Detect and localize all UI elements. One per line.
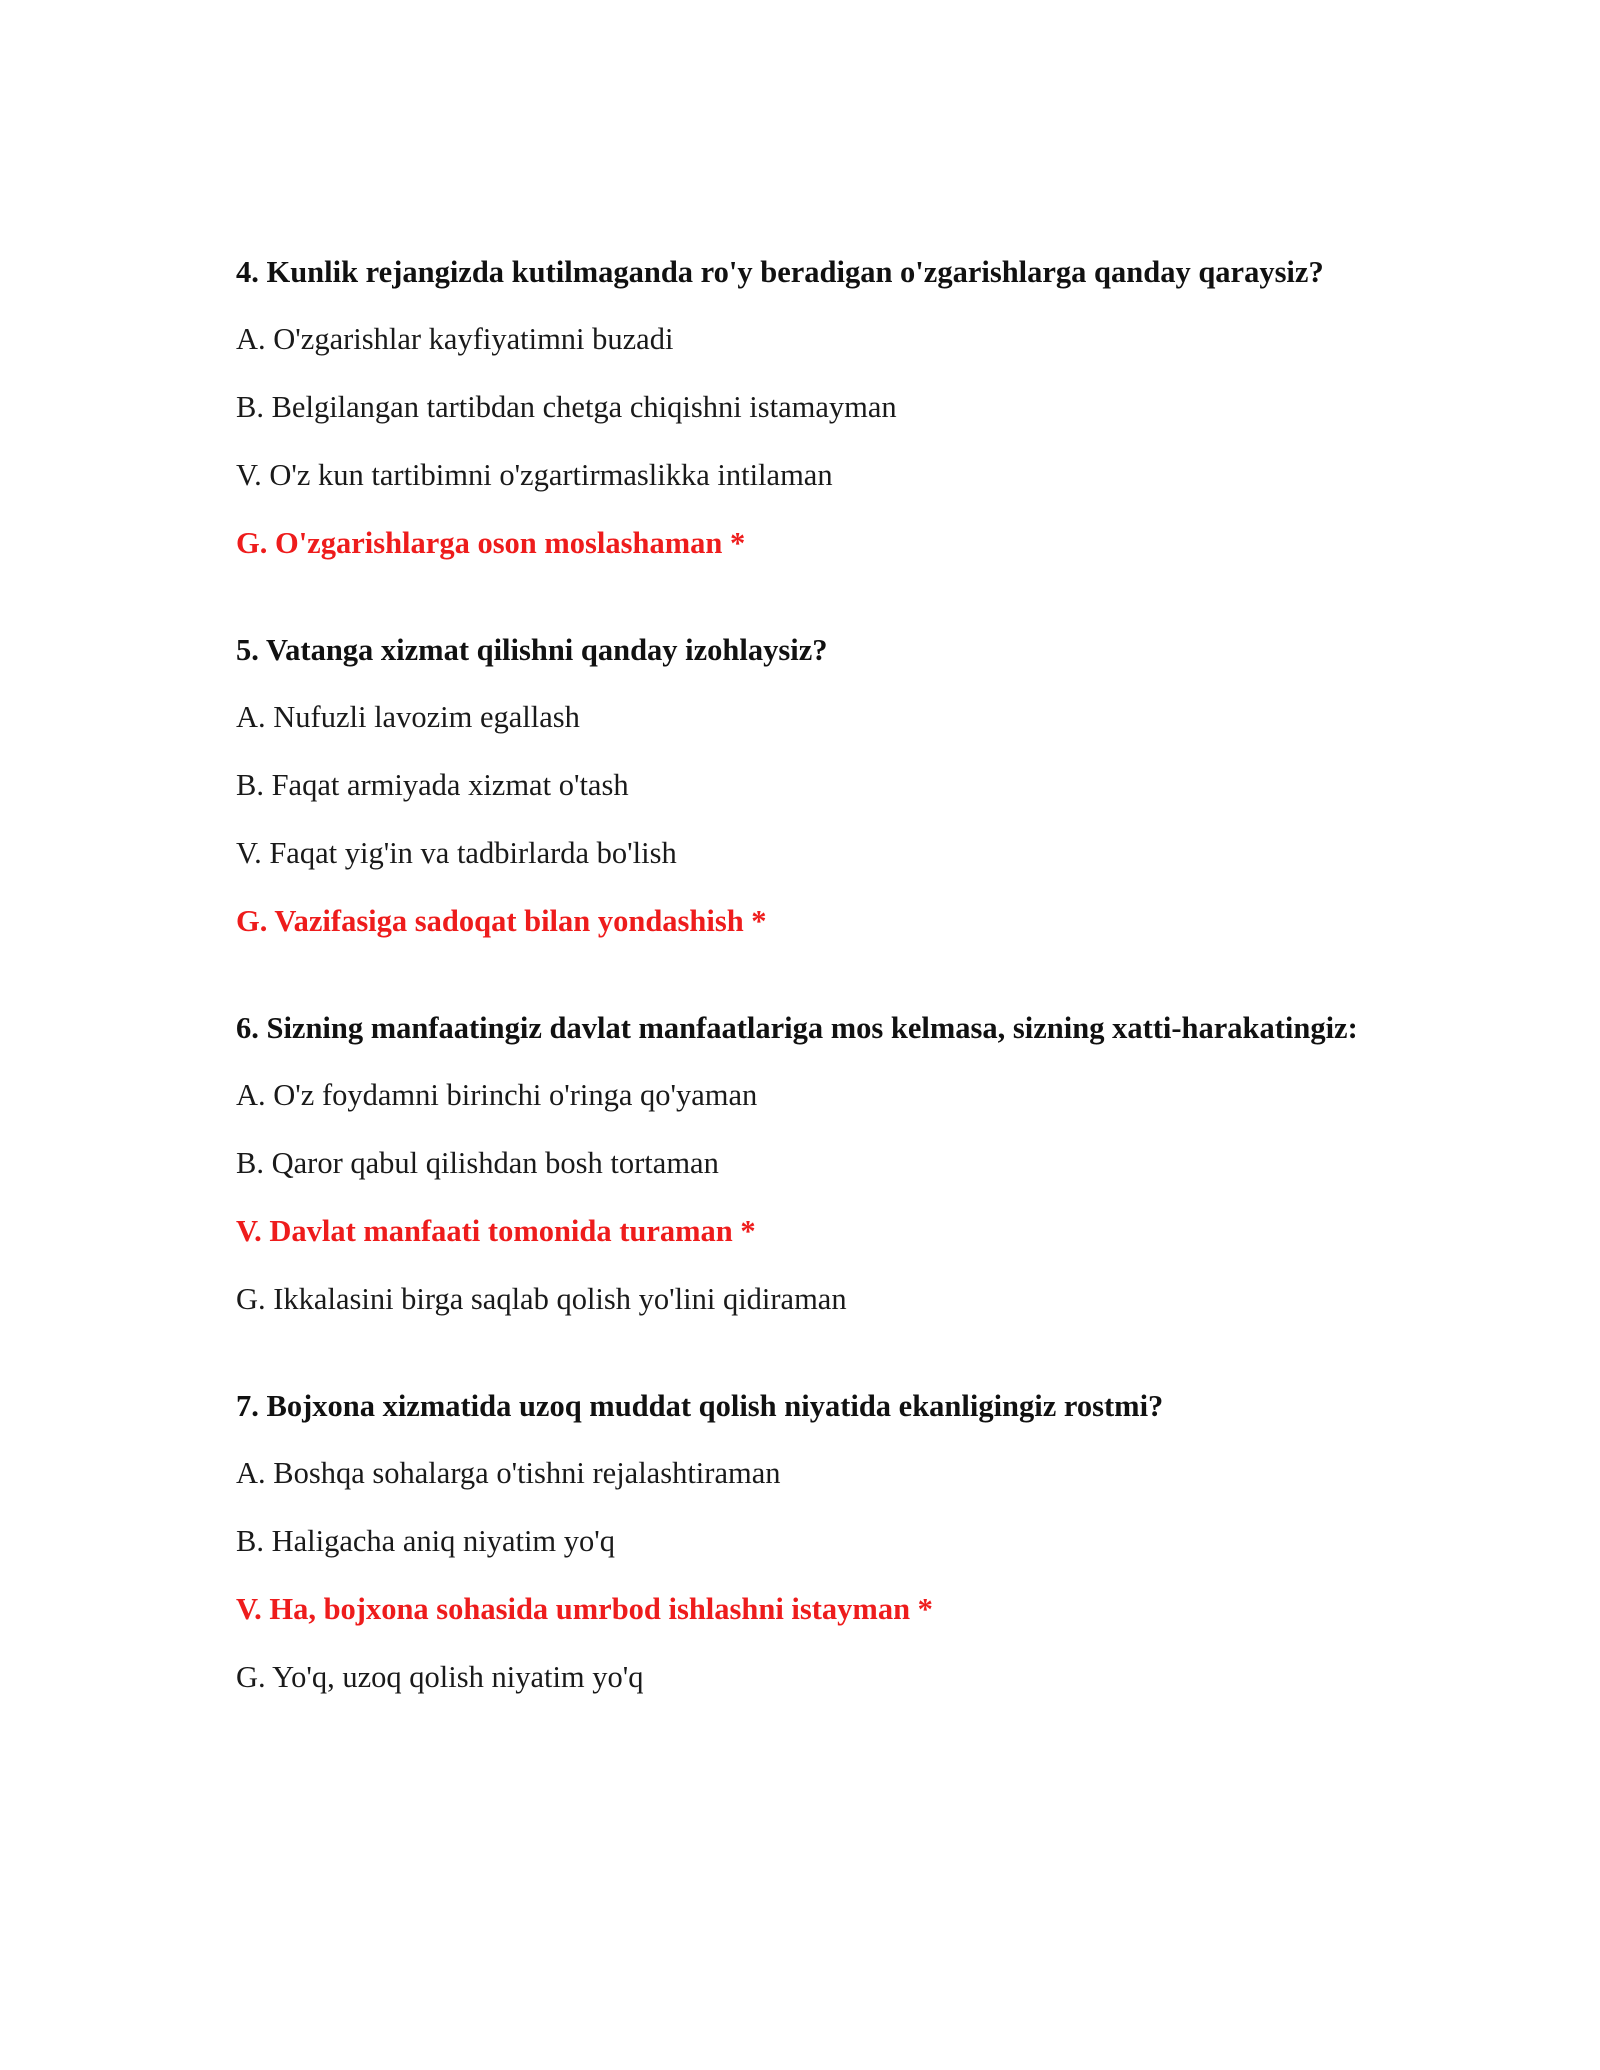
question-text: 5. Vatanga xizmat qilishni qanday izohlaysiz? xyxy=(236,633,828,667)
answer-option-a: A. O'z foydamni birinchi o'ringa qo'yaman xyxy=(236,1078,758,1112)
question-4 xyxy=(236,252,1366,564)
answer-option-b: B. Haligacha aniq niyatim yo'q xyxy=(236,1524,616,1558)
correct-answer-option-g: G. Vazifasiga sadoqat bilan yondashish * xyxy=(236,904,767,938)
answer-option-b: B. Qaror qabul qilishdan bosh tortaman xyxy=(236,1146,719,1180)
correct-answer-option-v: V. Ha, bojxona sohasida umrbod ishlashni istayman * xyxy=(236,1592,933,1626)
answer-option-b: B. Faqat armiyada xizmat o'tash xyxy=(236,768,629,802)
question-text: 6. Sizning manfaatingiz davlat manfaatlariga mos kelmasa, sizning xatti-harakatingiz: xyxy=(236,1011,1358,1045)
question-text: 4. Kunlik rejangizda kutilmaganda ro'y beradigan o'zgarishlarga qanday qaraysiz? xyxy=(236,255,1324,289)
question-5 xyxy=(236,630,1366,942)
answer-option-b: B. Belgilangan tartibdan chetga chiqishni istamayman xyxy=(236,390,897,424)
answer-option-a: A. Nufuzli lavozim egallash xyxy=(236,700,580,734)
answer-option-a: A. O'zgarishlar kayfiyatimni buzadi xyxy=(236,322,674,356)
question-list xyxy=(236,252,1366,1764)
answer-option-v: V. Faqat yig'in va tadbirlarda bo'lish xyxy=(236,836,677,870)
answer-option-g: G. Ikkalasini birga saqlab qolish yo'lini qidiraman xyxy=(236,1282,847,1316)
answer-option-g: G. Yo'q, uzoq qolish niyatim yo'q xyxy=(236,1660,644,1694)
correct-answer-option-g: G. O'zgarishlarga oson moslashaman * xyxy=(236,526,746,560)
answer-option-a: A. Boshqa sohalarga o'tishni rejalashtiraman xyxy=(236,1456,781,1490)
correct-answer-option-v: V. Davlat manfaati tomonida turaman * xyxy=(236,1214,756,1248)
question-6 xyxy=(236,1008,1366,1320)
answer-option-v: V. O'z kun tartibimni o'zgartirmaslikka intilaman xyxy=(236,458,833,492)
question-text: 7. Bojxona xizmatida uzoq muddat qolish niyatida ekanligingiz rostmi? xyxy=(236,1389,1164,1423)
question-7 xyxy=(236,1386,1366,1698)
